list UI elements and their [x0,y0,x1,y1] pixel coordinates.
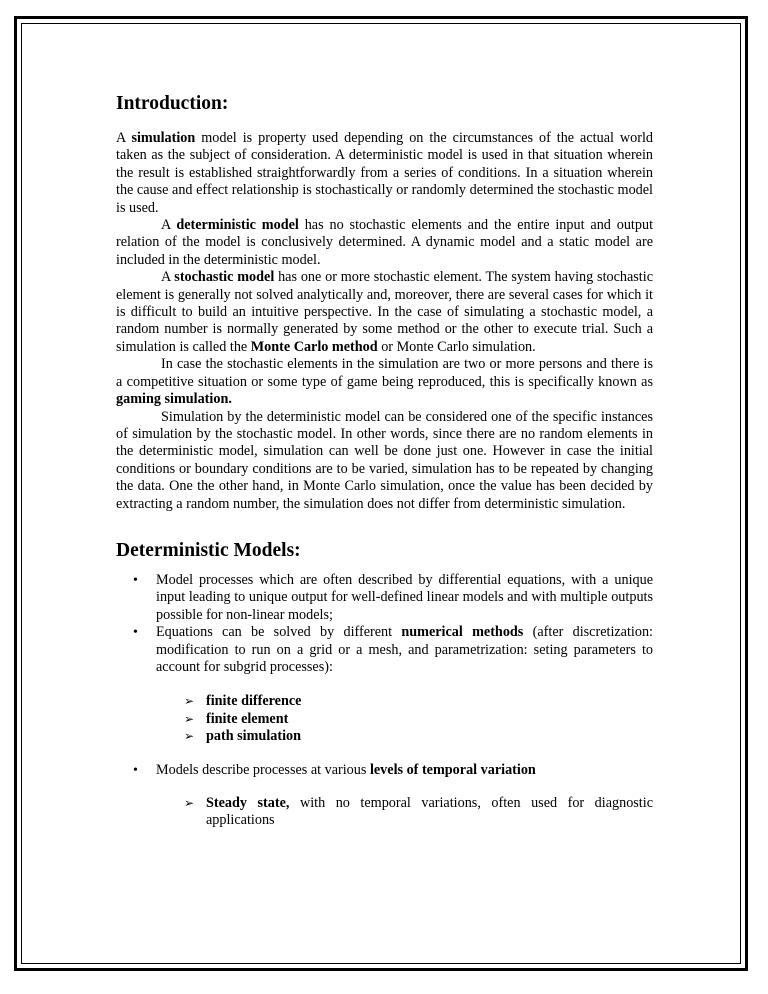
bold-term: stochastic model [174,269,275,286]
intro-paragraph-5: Simulation by the deterministic model can be considered one of the specific instances of simulation by the stochastic model. In other words, since there are no random elements in the deterministic model, simulation can well be done just one. However in case the initial conditions or boundary conditions are to be varied, simulation has to be repeated by changing the data. One the other hand, in Monte Carlo simulation, once the value has been decided by extracting a random number, the simulation does not differ from deterministic simulation. [116,408,653,512]
spacer [116,676,653,693]
bold-term: gaming simulation. [116,391,232,408]
intro-paragraph-3 [116,269,653,356]
text: A [161,217,177,234]
method-label: finite difference [206,693,302,710]
list-item [116,624,653,676]
list-item [116,762,653,779]
intro-paragraph-1 [116,130,653,217]
list-item [116,572,653,624]
method-label: finite element [206,710,289,727]
method-label: path simulation [206,728,302,745]
intro-paragraph-4 [116,356,653,408]
introduction-heading: Introduction: [116,93,229,114]
text: A [116,130,132,146]
text: with no temporal variations, often used for diagnostic applications [206,795,653,829]
bold-term: deterministic model [176,217,299,234]
list-item [116,728,653,745]
text: model is property used depending on the circumstances of the actual world taken as the subject of consideration. A deterministic model is used in that situation wherein the result is established straightforwardly from a series of conditions. In a situation wherein the cause and effect relationship is stochastically or randomly determined the stochastic model is used. [116,130,653,216]
bullet-icon: • [133,625,138,641]
text: (after discretization: modification to run on a grid or a mesh, and parametrization: seting parameters to account for subgrid processes): [156,624,653,675]
arrow-bullet-icon: ➢ [184,694,195,709]
numerical-methods-list [116,693,653,745]
text: A [161,269,175,286]
arrow-bullet-icon: ➢ [184,711,195,726]
bold-term: Monte Carlo method [250,338,378,355]
arrow-bullet-icon: ➢ [184,729,195,744]
bold-term: simulation [131,130,196,146]
deterministic-bullet-list [116,572,653,676]
text: has no stochastic elements and the entire input and output relation of the model is conclusively determined. A dynamic model and a static model are included in the deterministic model. [116,217,654,268]
spacer [116,746,653,762]
deterministic-models-heading: Deterministic Models: [116,539,301,561]
list-item [116,795,653,830]
arrow-bullet-icon: ➢ [184,796,195,810]
document-body [116,92,653,830]
bullet-icon: • [133,762,138,778]
intro-paragraph-2 [116,217,653,269]
text: In case the stochastic elements in the simulation are two or more persons and there is a competitive situation or some type of game being reproduced, this is specifically known as [116,356,653,390]
text: has one or more stochastic element. The system having stochastic element is generally not solved analytically and, moreover, there are several cases for which it is difficult to build an intuitive perspective. In the case of simulating a stochastic model, a random number is normally generated by some method or the other to execute trial. Such a simulation is called the [116,269,653,355]
spacer [116,779,653,795]
text: Model processes which are often described by differential equations, with a unique input leading to unique output for well-defined linear models and with multiple outputs possible for non-linear models; [156,571,653,623]
text: Models describe processes at various [156,761,370,778]
bold-term: levels of temporal variation [369,761,536,778]
bold-term: numerical methods [401,624,524,641]
bold-term: Steady state, [206,795,290,811]
list-item [116,693,653,710]
text: or Monte Carlo simulation. [377,338,536,355]
text: Equations can be solved by different [156,624,402,641]
temporal-levels-list [116,795,653,830]
list-item [116,711,653,728]
temporal-bullet-list [116,762,653,779]
bullet-icon: • [133,572,138,588]
